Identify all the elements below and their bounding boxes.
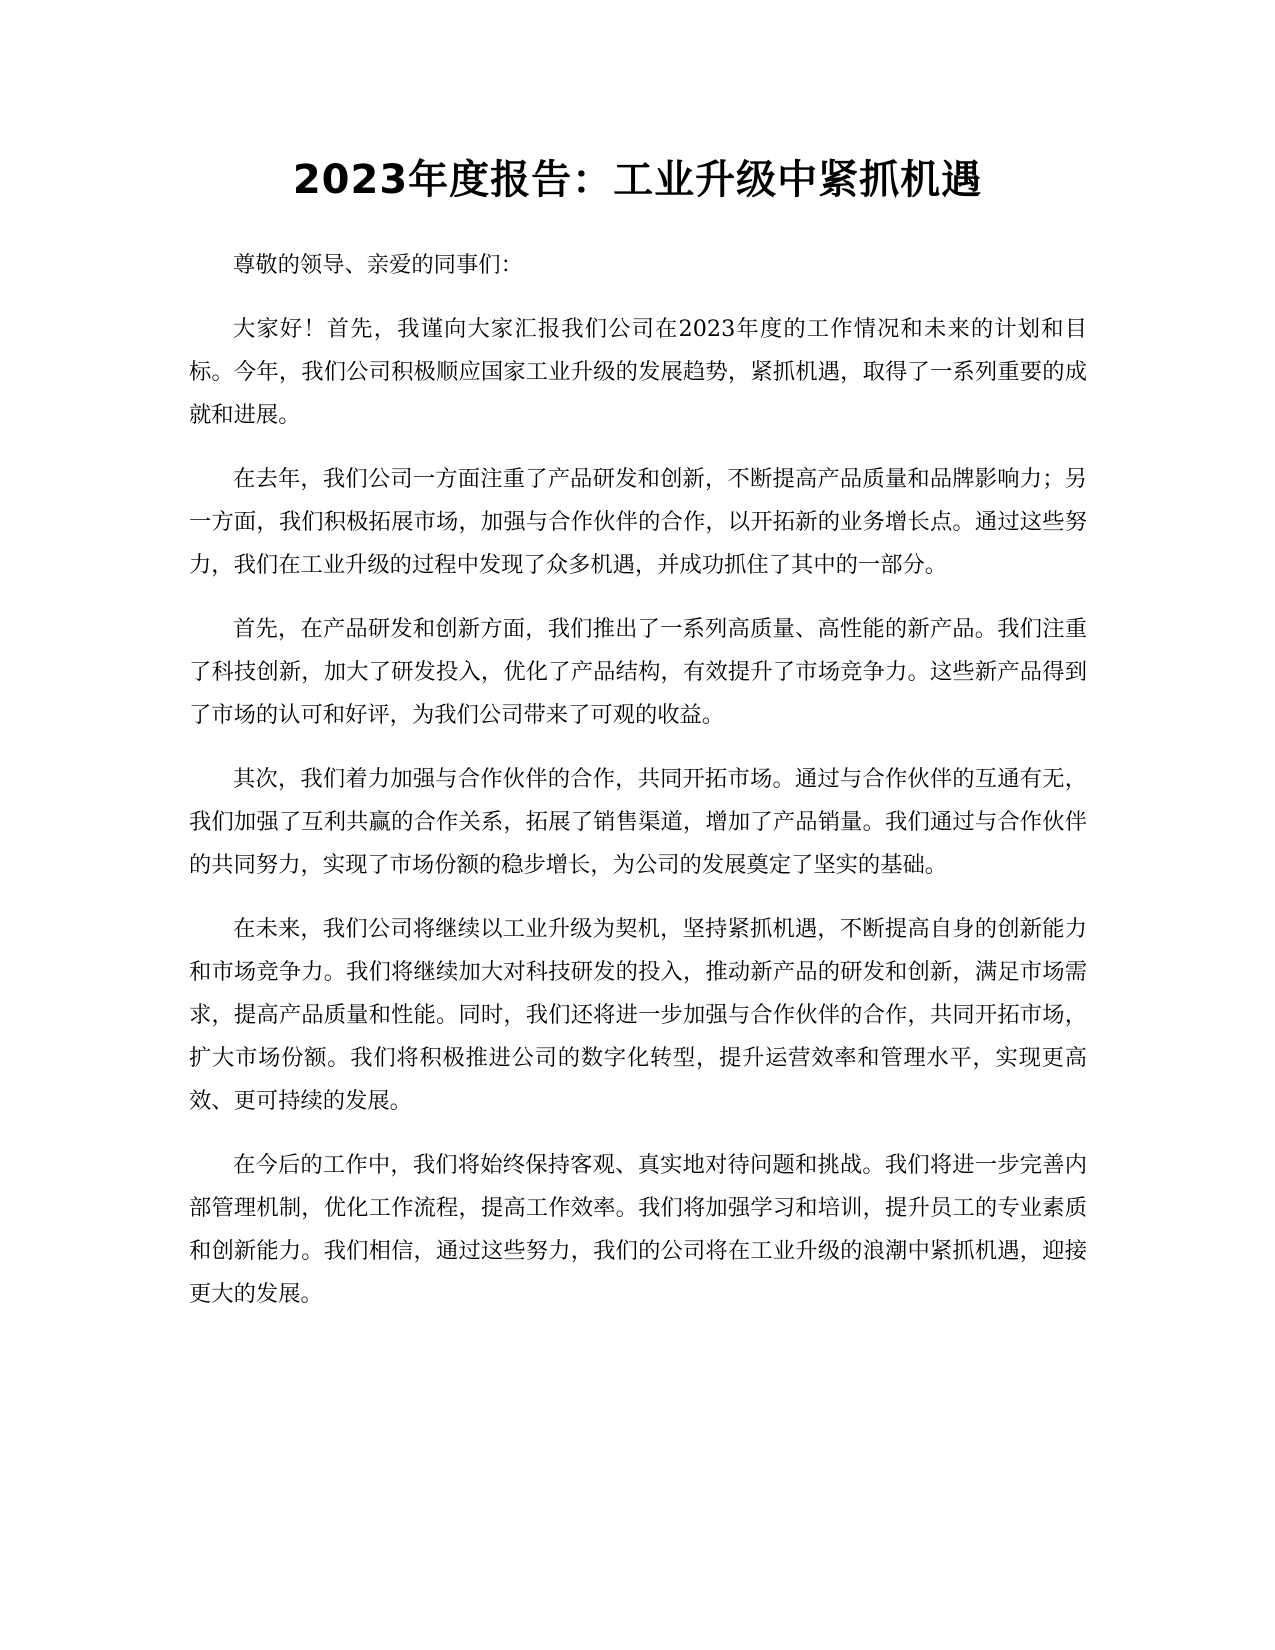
paragraph-last-year: 在去年，我们公司一方面注重了产品研发和创新，不断提高产品质量和品牌影响力；另一方面，我们积极拓展市场，加强与合作伙伴的合作，以开拓新的业务增长点。通过这些努力，我们在工业升级的过程中发现了众多机遇，并成功抓住了其中的一部分。	[189, 466, 1087, 578]
document-title: 2023年度报告：工业升级中紧抓机遇	[292, 157, 983, 203]
paragraph-partners: 其次，我们着力加强与合作伙伴的合作，共同开拓市场。通过与合作伙伴的互通有无，我们加强了互利共赢的合作关系，拓展了销售渠道，增加了产品销量。我们通过与合作伙伴的共同努力，实现了市场份额的稳步增长，为公司的发展奠定了坚实的基础。	[189, 766, 1087, 878]
paragraph-products: 首先，在产品研发和创新方面，我们推出了一系列高质量、高性能的新产品。我们注重了科技创新，加大了研发投入，优化了产品结构，有效提升了市场竞争力。这些新产品得到了市场的认可和好评，为我们公司带来了可观的收益。	[189, 616, 1087, 728]
document-body	[189, 244, 1087, 1337]
greeting: 尊敬的领导、亲爱的同事们：	[233, 252, 523, 278]
paragraph-future: 在未来，我们公司将继续以工业升级为契机，坚持紧抓机遇，不断提高自身的创新能力和市场竞争力。我们将继续加大对科技研发的投入，推动新产品的研发和创新，满足市场需求，提高产品质量和性能。同时，我们还将进一步加强与合作伙伴的合作，共同开拓市场，扩大市场份额。我们将积极推进公司的数字化转型，提升运营效率和管理水平，实现更高效、更可持续的发展。	[189, 916, 1087, 1114]
paragraph-intro: 大家好！首先，我谨向大家汇报我们公司在2023年度的工作情况和未来的计划和目标。今年，我们公司积极顺应国家工业升级的发展趋势，紧抓机遇，取得了一系列重要的成就和进展。	[189, 316, 1087, 428]
paragraph-closing: 在今后的工作中，我们将始终保持客观、真实地对待问题和挑战。我们将进一步完善内部管理机制，优化工作流程，提高工作效率。我们将加强学习和培训，提升员工的专业素质和创新能力。我们相信，通过这些努力，我们的公司将在工业升级的浪潮中紧抓机遇，迎接更大的发展。	[189, 1152, 1087, 1307]
